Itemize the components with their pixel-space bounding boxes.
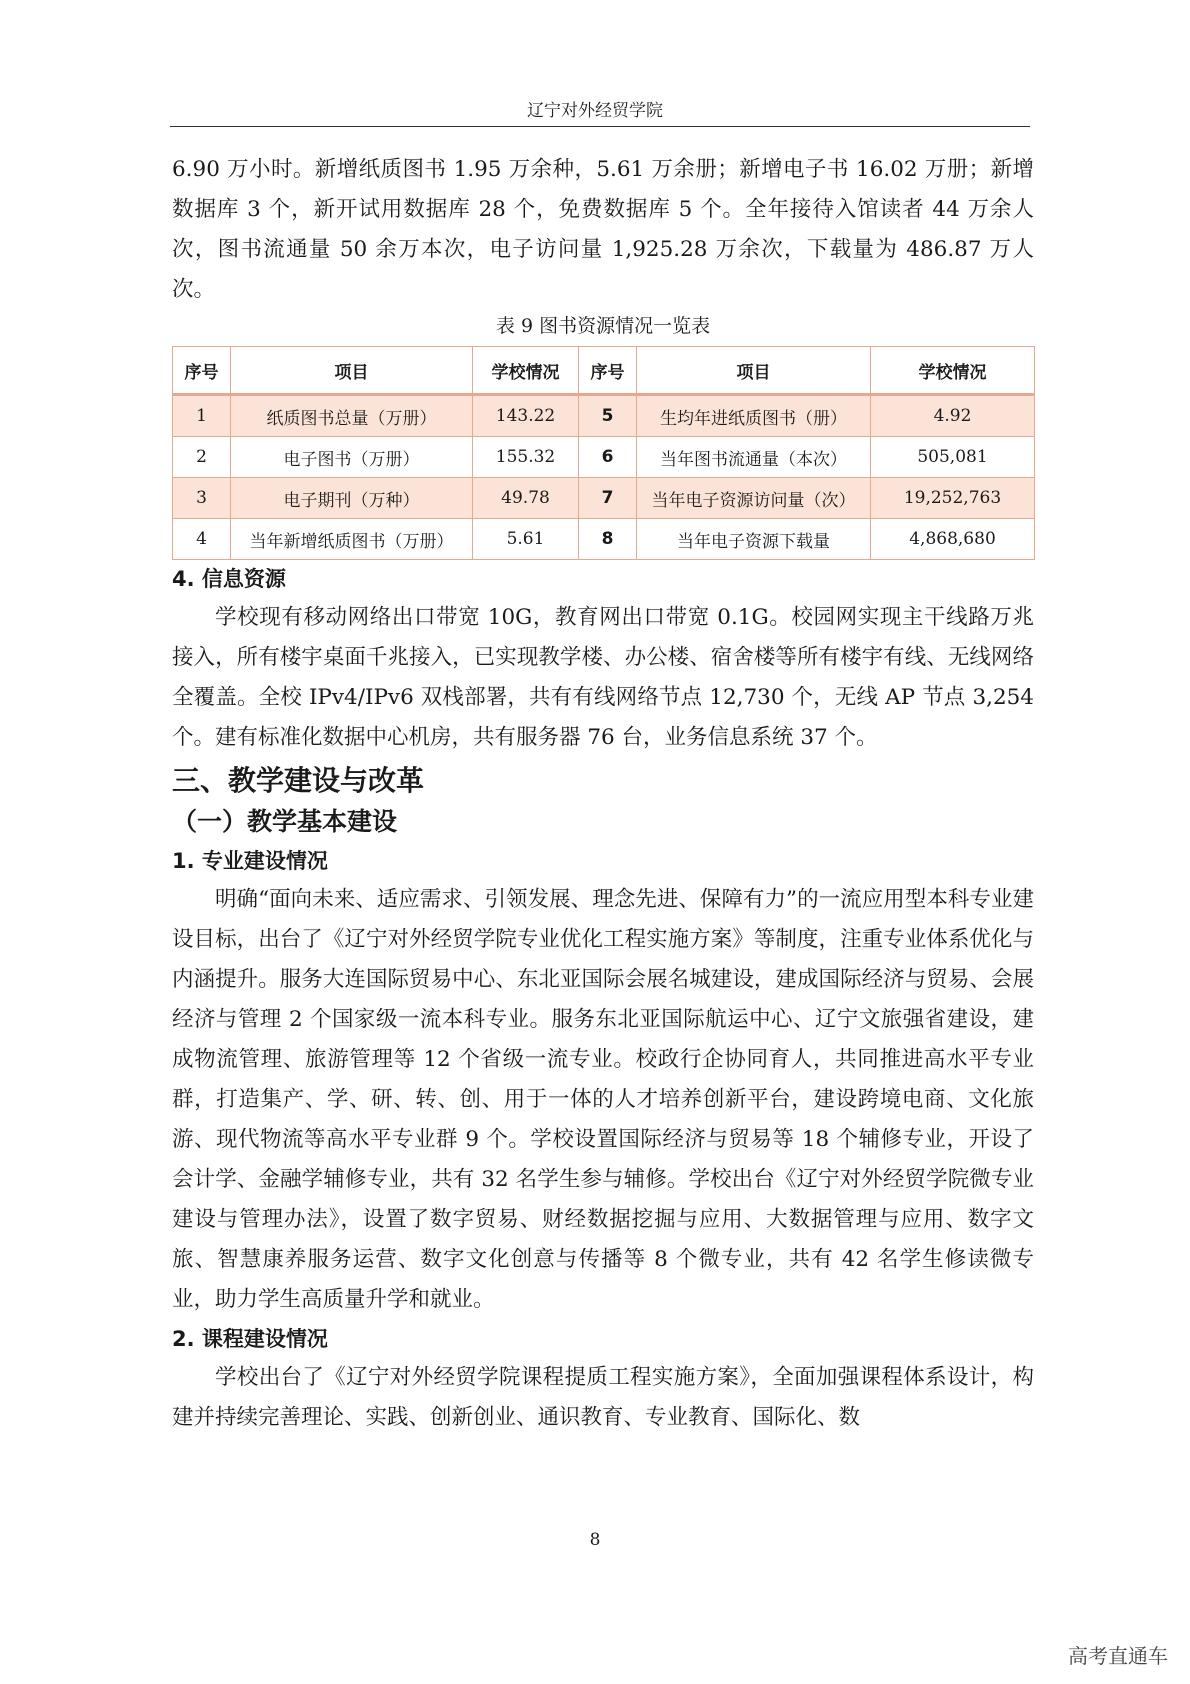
table-cell: 当年图书流通量（本次） — [637, 437, 871, 478]
table-row — [173, 395, 1035, 437]
table-cell: 4 — [173, 519, 231, 560]
table-cell: 4.92 — [871, 395, 1035, 437]
table-cell: 4,868,680 — [871, 519, 1035, 560]
table-caption: 表 9 图书资源情况一览表 — [495, 315, 711, 337]
table-cell: 电子图书（万册） — [231, 437, 473, 478]
info-resources-paragraph: 学校现有移动网络出口带宽 10G，教育网出口带宽 0.1G。校园网实现主干线路万兆接入，所有楼宇桌面千兆接入，已实现教学楼、办公楼、宿舍楼等所有楼宇有线、无线网络全覆盖。全校 IPv4/IPv6 双栈部署，共有有线网络节点 12,730 个，无线 AP 节点 3,254 个。建有标准化数据中心机房，共有服务器 76 台，业务信息系统 37 个。 — [172, 605, 1034, 750]
table-cell: 当年新增纸质图书（万册） — [231, 519, 473, 560]
intro-paragraph: 6.90 万小时。新增纸质图书 1.95 万余种，5.61 万余册；新增电子书 16.02 万册；新增数据库 3 个，新开试用数据库 28 个，免费数据库 5 个。全年接待入馆读者 44 万余人次，图书流通量 50 余万本次，电子访问量 1,925.28 万余次，下载量为 486.87 万人次。 — [172, 157, 1034, 302]
table-cell: 纸质图书总量（万册） — [231, 395, 473, 437]
table-cell: 19,252,763 — [871, 478, 1035, 519]
table-cell: 6 — [579, 437, 637, 478]
table-cell: 当年电子资源下载量 — [637, 519, 871, 560]
table-cell: 1 — [173, 395, 231, 437]
library-resources-table — [172, 346, 1035, 560]
table-cell: 当年电子资源访问量（次） — [637, 478, 871, 519]
table-row — [173, 519, 1035, 560]
section-heading-info-resources: 4. 信息资源 — [172, 567, 286, 591]
page-content — [172, 150, 1034, 1438]
table-cell: 5 — [579, 395, 637, 437]
table-row — [173, 478, 1035, 519]
table-cell: 3 — [173, 478, 231, 519]
table-cell: 155.32 — [473, 437, 579, 478]
header-cell: 学校情况 — [871, 347, 1035, 395]
table-cell: 7 — [579, 478, 637, 519]
table-cell: 8 — [579, 519, 637, 560]
watermark: 高考直通车 — [1068, 1644, 1168, 1668]
course-paragraph: 学校出台了《辽宁对外经贸学院课程提质工程实施方案》，全面加强课程体系设计，构建并持续完善理论、实践、创新创业、通识教育、专业教育、国际化、数 — [172, 1365, 1034, 1430]
header-cell: 序号 — [579, 347, 637, 395]
header-cell: 学校情况 — [473, 347, 579, 395]
major-paragraph: 明确“面向未来、适应需求、引领发展、理念先进、保障有力”的一流应用型本科专业建设目标，出台了《辽宁对外经贸学院专业优化工程实施方案》等制度，注重专业体系优化与内涵提升。服务大连国际贸易中心、东北亚国际会展名城建设，建成国际经济与贸易、会展经济与管理 2 个国家级一流本科专业。服务东北亚国际航运中心、辽宁文旅强省建设，建成物流管理、旅游管理等 12 个省级一流专业。校政行企协同育人，共同推进高水平专业群，打造集产、学、研、转、创、用于一体的人才培养创新平台，建设跨境电商、文化旅游、现代物流等高水平专业群 9 个。学校设置国际经济与贸易等 18 个辅修专业，开设了会计学、金融学辅修专业，共有 32 名学生参与辅修。学校出台《辽宁对外经贸学院微专业建设与管理办法》，设置了数字贸易、财经数据挖掘与应用、大数据管理与应用、数字文旅、智慧康养服务运营、数字文化创意与传播等 8 个微专业，共有 42 名学生修读微专业，助力学生高质量升学和就业。 — [172, 887, 1034, 1312]
table-row — [173, 437, 1035, 478]
table-cell: 2 — [173, 437, 231, 478]
page-number: 8 — [589, 1530, 601, 1550]
table-cell: 5.61 — [473, 519, 579, 560]
section-heading-major: 1. 专业建设情况 — [172, 849, 328, 873]
table-cell: 生均年进纸质图书（册） — [637, 395, 871, 437]
chapter-heading: 三、教学建设与改革 — [172, 764, 425, 797]
header-cell: 序号 — [173, 347, 231, 395]
table-cell: 143.22 — [473, 395, 579, 437]
table-header-row — [173, 347, 1035, 395]
header-divider — [170, 126, 1030, 127]
table-cell: 电子期刊（万种） — [231, 478, 473, 519]
subchapter-heading: （一）教学基本建设 — [172, 807, 398, 836]
header-cell: 项目 — [231, 347, 473, 395]
page-header-title: 辽宁对外经贸学院 — [527, 101, 663, 121]
section-heading-course: 2. 课程建设情况 — [172, 1327, 328, 1351]
table-cell: 49.78 — [473, 478, 579, 519]
header-cell: 项目 — [637, 347, 871, 395]
table-cell: 505,081 — [871, 437, 1035, 478]
